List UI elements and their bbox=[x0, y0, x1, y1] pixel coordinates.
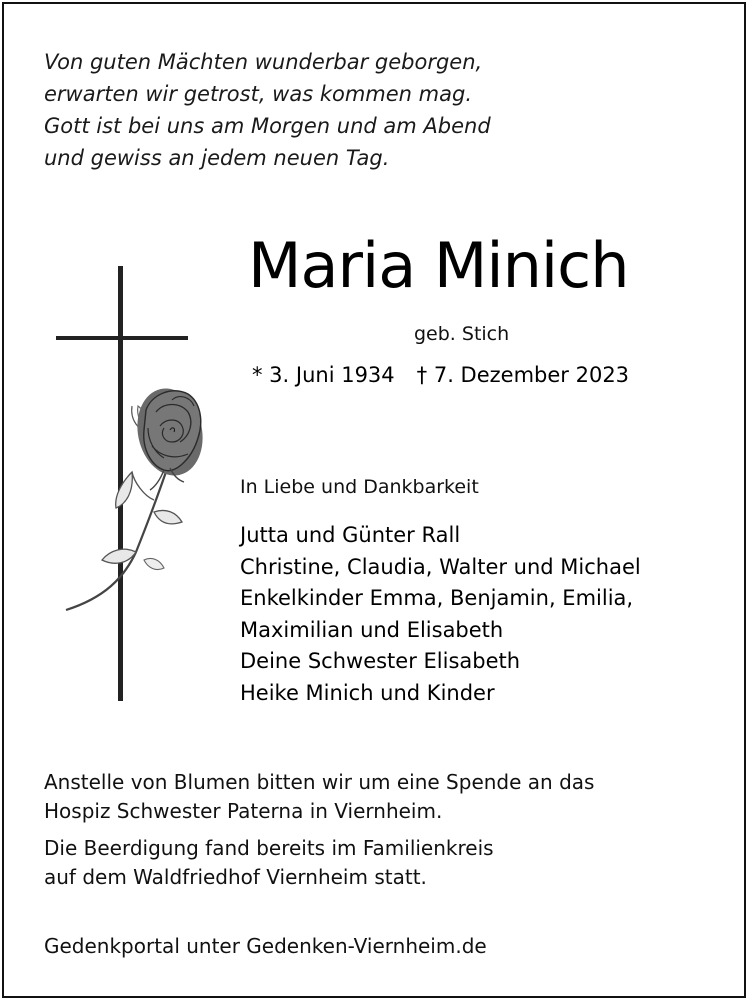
funeral-line: Die Beerdigung fand bereits im Familienkreis bbox=[44, 836, 494, 860]
donation-line: Anstelle von Blumen bitten wir um eine Spende an das bbox=[44, 770, 595, 794]
death-date: † 7. Dezember 2023 bbox=[416, 363, 630, 387]
birth-date: * 3. Juni 1934 bbox=[252, 363, 395, 387]
mourner-line: Maximilian und Elisabeth bbox=[240, 617, 504, 642]
obituary-notice bbox=[2, 2, 746, 998]
poem-line: Gott ist bei uns am Morgen und am Abend bbox=[44, 114, 491, 138]
life-dates bbox=[252, 361, 629, 389]
mourner-line: Christine, Claudia, Walter und Michael bbox=[240, 554, 641, 579]
mourners-list bbox=[240, 520, 641, 709]
poem-line: erwarten wir getrost, was kommen mag. bbox=[44, 82, 472, 106]
mourner-line: Enkelkinder Emma, Benjamin, Emilia, bbox=[240, 586, 634, 610]
poem-line: und gewiss an jedem neuen Tag. bbox=[44, 146, 390, 170]
cross-with-rose-icon bbox=[52, 260, 212, 710]
mourner-line: Heike Minich und Kinder bbox=[240, 680, 495, 705]
memorial-portal-text: Gedenkportal unter Gedenken-Viernheim.de bbox=[44, 934, 487, 958]
funeral-line: auf dem Waldfriedhof Viernheim statt. bbox=[44, 865, 427, 889]
closing-notes bbox=[44, 768, 594, 892]
poem bbox=[44, 46, 604, 174]
birth-name: geb. Stich bbox=[414, 323, 510, 345]
intro-text: In Liebe und Dankbarkeit bbox=[240, 476, 479, 498]
deceased-name: Maria Minich bbox=[248, 229, 629, 302]
mourner-line: Jutta und Günter Rall bbox=[240, 523, 461, 547]
poem-line: Von guten Mächten wunderbar geborgen, bbox=[44, 50, 483, 74]
mourner-line: Deine Schwester Elisabeth bbox=[240, 649, 521, 673]
donation-line: Hospiz Schwester Paterna in Viernheim. bbox=[44, 799, 443, 823]
